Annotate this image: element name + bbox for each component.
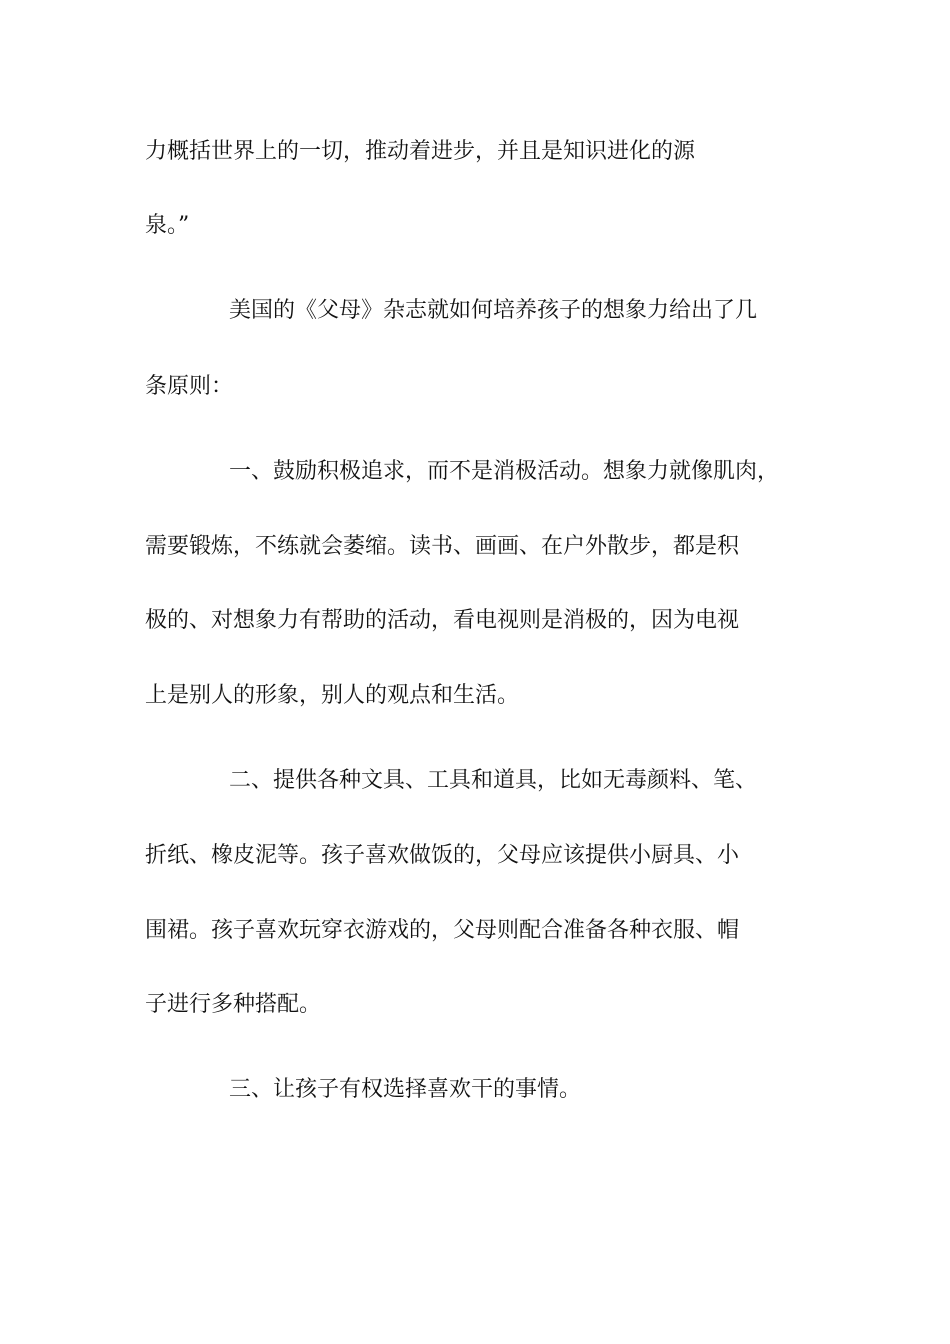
paragraph-line: 子进行多种搭配。 xyxy=(145,992,322,1017)
paragraph-line: 上是别人的形象，别人的观点和生活。 xyxy=(145,683,520,708)
paragraph-line: 力概括世界上的一切，推动着进步，并且是知识进化的源 xyxy=(145,139,696,164)
paragraph-line: 一、鼓励积极追求，而不是消极活动。想象力就像肌肉， xyxy=(229,459,780,484)
paragraph-line: 条原则： xyxy=(145,374,234,399)
paragraph-line: 折纸、橡皮泥等。孩子喜欢做饭的，父母应该提供小厨具、小 xyxy=(145,843,740,868)
paragraph-line: 三、让孩子有权选择喜欢干的事情。 xyxy=(229,1077,582,1102)
paragraph-line: 极的、对想象力有帮助的活动，看电视则是消极的，因为电视 xyxy=(145,608,740,633)
paragraph-line: 泉。” xyxy=(145,213,190,238)
paragraph-line: 需要锻炼，不练就会萎缩。读书、画画、在户外散步，都是积 xyxy=(145,534,740,559)
paragraph-line: 围裙。孩子喜欢玩穿衣游戏的，父母则配合准备各种衣服、帽 xyxy=(145,918,740,943)
paragraph-line: 二、提供各种文具、工具和道具，比如无毒颜料、笔、 xyxy=(229,768,758,793)
paragraph-line: 美国的《父母》杂志就如何培养孩子的想象力给出了几 xyxy=(229,298,758,323)
